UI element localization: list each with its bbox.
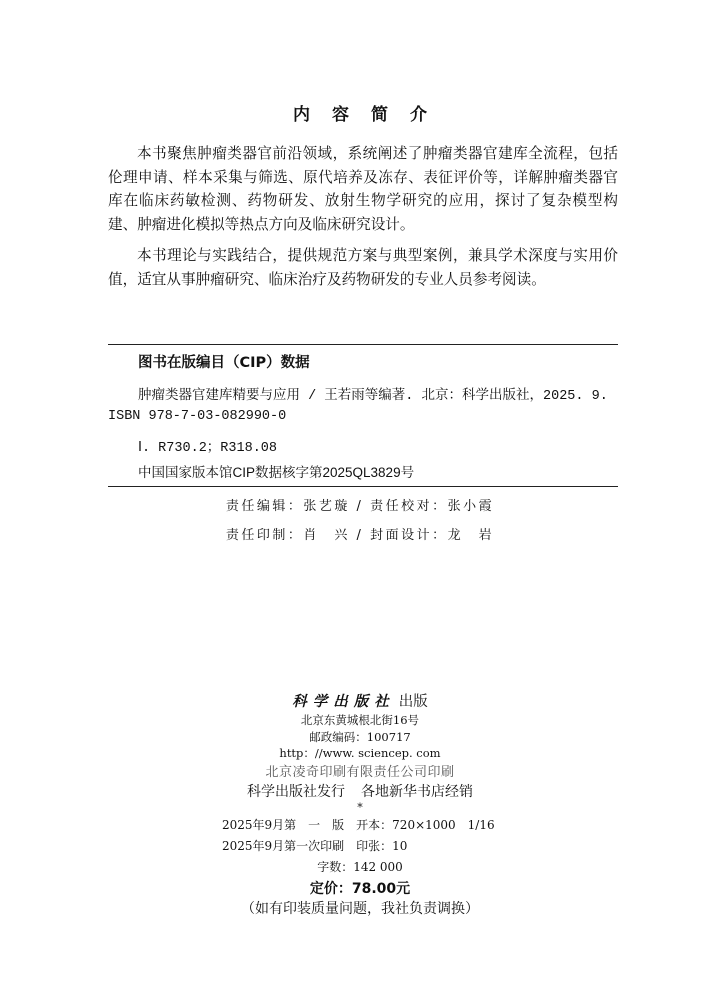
production-credits: 责任印制：肖 兴 / 封面设计：龙 岩 [225,528,495,543]
cip-top-rule [108,344,618,345]
cip-bottom-rule [108,486,618,487]
publisher-address: 北京东黄城根北街16号 [300,713,420,727]
cip-title-line: 肿瘤类器官建库精要与应用 / 王若雨等编著. 北京：科学出版社，2025. 9. [138,389,608,404]
distributor: 科学出版社发行 [247,784,345,800]
editor-credits: 责任编辑：张艺璇 / 责任校对：张小霞 [225,499,495,514]
publisher-logo: 科学出版社 [292,693,395,710]
summary-title: 内容简介 [293,105,449,125]
price: 定价：78.00元 [309,881,411,897]
cip-record-number: 中国国家版本馆CIP数据核字第2025QL3829号 [138,465,415,480]
website: http：//www. sciencep. com [279,746,441,760]
word-count: 字数：142 000 [317,860,403,874]
summary-paragraph: 本书理论与实践结合，提供规范方案与典型案例，兼具学术深度与实用价值，适宜从事肿瘤研究、临床治疗及药物研发的专业人员参考阅读。 [108,247,618,288]
edition-info: 2025年9月第 一 版 开本：720×1000 1/16 [222,818,495,832]
cip-isbn: ISBN 978-7-03-082990-0 [108,409,287,424]
publisher-line [0,690,720,711]
printer: 北京凌奇印刷有限责任公司印刷 [265,765,455,780]
separator-asterisk: * [357,801,363,814]
summary-paragraph: 本书聚焦肿瘤类器官前沿领域，系统阐述了肿瘤类器官建库全流程，包括伦理申请、样本采集与筛选、原代培养及冻存、表征评价等，详解肿瘤类器官库在临床药敏检测、药物研发、放射生物学研究的应用，探讨了复杂模型构建、肿瘤进化模拟等热点方向及临床研究设计。 [108,145,618,234]
cip-heading: 图书在版编目（CIP）数据 [138,355,310,371]
retailer: 各地新华书店经销 [361,784,473,800]
quality-notice: （如有印装质量问题，我社负责调换） [241,901,479,917]
printing-info: 2025年9月第一次印刷 印张：10 [222,839,408,853]
postcode: 邮政编码：100717 [309,730,411,744]
publisher-suffix: 出版 [398,694,428,710]
distribution-line [0,781,720,801]
cip-classification: Ⅰ. R730.2；R318.08 [138,441,278,456]
